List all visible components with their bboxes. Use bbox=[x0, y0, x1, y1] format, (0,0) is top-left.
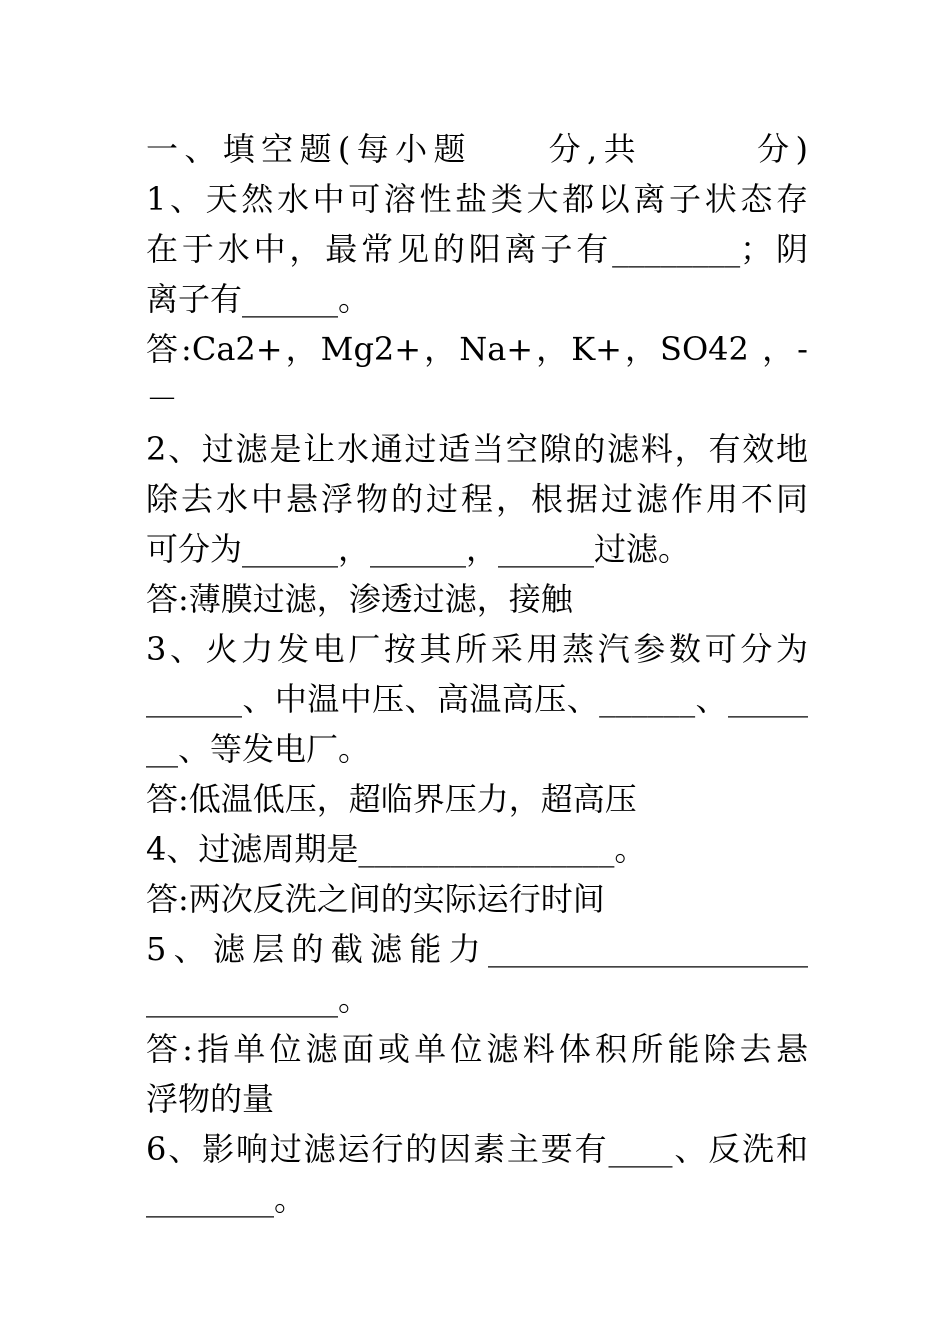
question-4: 4、过滤周期是________________。 bbox=[146, 830, 647, 868]
answer-5-line-1: 答:指单位滤面或单位滤料体积所能除去悬 bbox=[146, 1030, 808, 1068]
question-6-line-1: 6、影响过滤运行的因素主要有____、反洗和 bbox=[146, 1130, 808, 1168]
document-body bbox=[146, 124, 808, 1224]
answer-3: 答:低温低压，超临界压力，超高压 bbox=[146, 780, 637, 818]
question-2-line-3: 可分为______，______，______过滤。 bbox=[146, 530, 691, 568]
answer-1-line-1: 答:Ca2+，Mg2+，Na+，K+，SO42 ，- bbox=[146, 330, 808, 368]
answer-4: 答:两次反洗之间的实际运行时间 bbox=[146, 880, 605, 918]
question-5-line-2: ____________。 bbox=[146, 980, 371, 1018]
question-2-line-1: 2、过滤是让水通过适当空隙的滤料，有效地 bbox=[146, 430, 808, 468]
question-3-line-2: ______、中温中压、高温高压、______、_____ bbox=[146, 680, 808, 718]
answer-5-line-2: 浮物的量 bbox=[146, 1080, 275, 1118]
question-3-line-1: 3、火力发电厂按其所采用蒸汽参数可分为 bbox=[146, 630, 808, 668]
answer-1-line-2: － bbox=[146, 380, 179, 418]
answer-2: 答:薄膜过滤，渗透过滤，接触 bbox=[146, 580, 573, 618]
question-3-line-3: __、等发电厂。 bbox=[146, 730, 371, 768]
section-heading: 一、填空题(每小题 分,共 分) bbox=[146, 130, 808, 168]
question-6-line-2: ________。 bbox=[146, 1180, 307, 1218]
question-1-line-1: 1、天然水中可溶性盐类大都以离子状态存 bbox=[146, 180, 808, 218]
question-1-line-3: 离子有______。 bbox=[146, 280, 371, 318]
question-5-line-1: 5、滤层的截滤能力____________________ bbox=[146, 930, 808, 968]
question-2-line-2: 除去水中悬浮物的过程，根据过滤作用不同 bbox=[146, 480, 808, 518]
question-1-line-2: 在于水中，最常见的阳离子有________；阴 bbox=[146, 230, 808, 268]
